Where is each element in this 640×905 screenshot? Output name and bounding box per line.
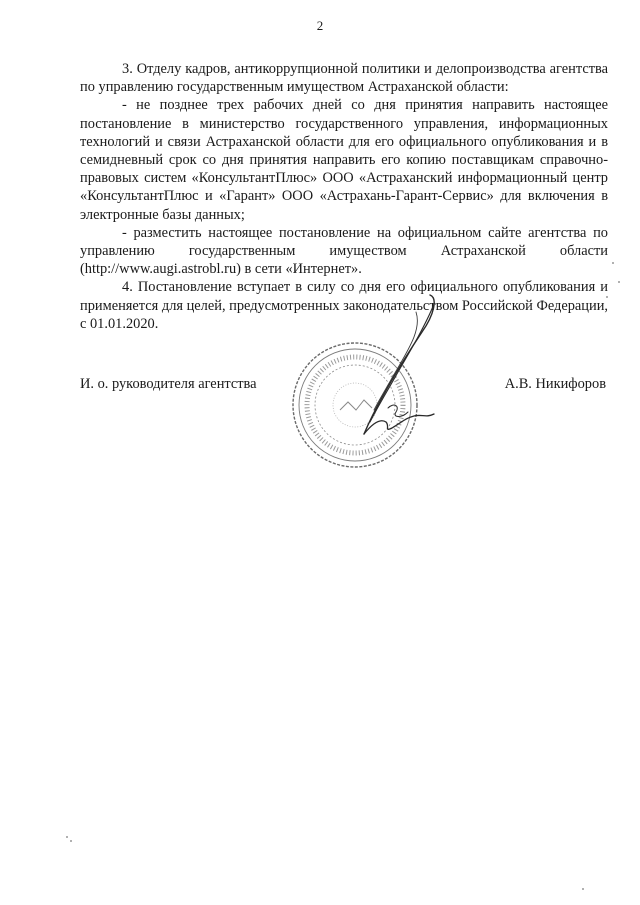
scan-speck	[582, 888, 584, 890]
scan-speck	[70, 840, 72, 842]
paragraph-item-3: 3. Отделу кадров, антикоррупционной политики и делопроизводства агентства по управлению государственным имуществом Астраханской области:	[80, 61, 608, 96]
scan-speck	[618, 281, 620, 283]
handwritten-signature	[330, 290, 460, 460]
paragraph-subitem-website: - разместить настоящее постановление на официальном сайте агентства по управлению государственным имуществом Астраханской области (http://www.augi.astrobl.ru) в сети «Интернет».	[80, 224, 608, 278]
page-number: 2	[316, 18, 324, 33]
paragraph-subitem-publish: - не позднее трех рабочих дней со дня принятия направить настоящее постановление в министерство государственного управления, информационных технологий и связи Астраханской области для его официального опубликования и в семидневный срок со дня принятия направить его копию поставщикам справочно-правовых систем «КонсультантПлюс» ООО «Астраханский информационный центр «КонсультантПлюс и «Гарант» ООО «Астрахань-Гарант-Сервис» для включения в электронные базы данных;	[80, 97, 608, 223]
paragraph-item-4: 4. Постановление вступает в силу со дня его официального опубликования и применяется для целей, предусмотренных законодательством Российской Федерации, с 01.01.2020.	[80, 279, 609, 332]
scan-speck	[66, 836, 68, 838]
signatory-name: А.В. Никифоров	[504, 376, 606, 392]
scan-speck	[606, 296, 608, 298]
signatory-title: И. о. руководителя агентства	[80, 376, 257, 392]
scan-speck	[612, 262, 614, 264]
